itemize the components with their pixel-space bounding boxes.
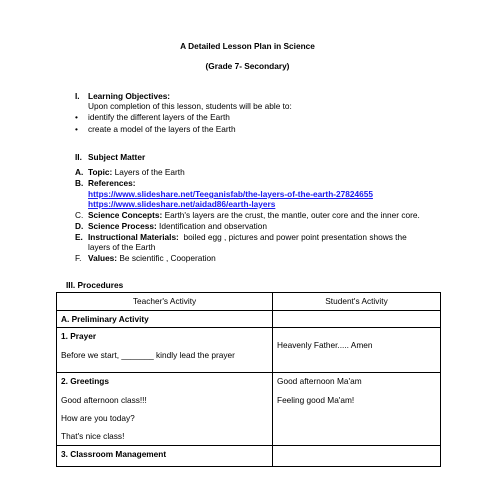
teacher-cell bbox=[57, 373, 273, 445]
student-activity-header: Student's Activity bbox=[273, 293, 441, 311]
teacher-cell bbox=[57, 311, 273, 328]
subject-matter-numeral: II. bbox=[75, 152, 82, 162]
procedures-heading: III. Procedures bbox=[66, 280, 124, 290]
document-subtitle: (Grade 7- Secondary) bbox=[205, 61, 290, 71]
objectives-heading: Learning Objectives: bbox=[88, 91, 171, 101]
student-cell bbox=[273, 373, 441, 445]
process-row bbox=[88, 221, 267, 231]
student-cell bbox=[273, 311, 441, 328]
student-cell bbox=[273, 328, 441, 373]
preliminary-activity-label: A. Preliminary Activity bbox=[61, 314, 149, 324]
materials-label: Instructional Materials: bbox=[88, 232, 179, 242]
reference-link[interactable]: https://www.slideshare.net/aidad86/earth-layers bbox=[88, 199, 276, 209]
greetings-teacher-line: How are you today? bbox=[61, 413, 135, 424]
greetings-student-line: Feeling good Ma'am! bbox=[277, 394, 355, 405]
prayer-teacher-text: Before we start, _______ kindly lead the prayer bbox=[61, 349, 235, 360]
table-row bbox=[57, 445, 441, 466]
table-header-row bbox=[57, 293, 441, 311]
teacher-cell bbox=[57, 445, 273, 466]
values-row bbox=[88, 253, 216, 263]
concepts-key: C. bbox=[75, 210, 84, 220]
process-key: D. bbox=[75, 221, 84, 231]
values-label: Values: bbox=[88, 253, 118, 263]
objectives-numeral: I. bbox=[75, 91, 80, 101]
references-key: B. bbox=[75, 178, 84, 188]
topic-row bbox=[88, 167, 185, 177]
greetings-teacher-line: That's nice class! bbox=[61, 431, 125, 442]
reference-link[interactable]: https://www.slideshare.net/Teeganisfab/the-layers-of-the-earth-27824655 bbox=[88, 189, 373, 199]
table-row bbox=[57, 328, 441, 373]
bullet-icon: • bbox=[75, 112, 78, 122]
process-label: Science Process: bbox=[88, 221, 157, 231]
references-label: References: bbox=[88, 178, 136, 188]
procedures-table bbox=[56, 292, 441, 467]
greetings-teacher-line: Good afternoon class!!! bbox=[61, 394, 147, 405]
materials-value-continued: layers of the Earth bbox=[88, 242, 156, 252]
topic-label: Topic: bbox=[88, 167, 113, 177]
values-key: F. bbox=[75, 253, 82, 263]
values-value: Be scientific , Cooperation bbox=[119, 253, 216, 263]
document-title: A Detailed Lesson Plan in Science bbox=[180, 41, 315, 51]
table-row bbox=[57, 373, 441, 445]
materials-row bbox=[88, 232, 407, 242]
table-row bbox=[57, 311, 441, 328]
prayer-label: 1. Prayer bbox=[61, 331, 97, 342]
topic-key: A. bbox=[75, 167, 84, 177]
greetings-student-line: Good afternoon Ma'am bbox=[277, 376, 362, 387]
teacher-cell bbox=[57, 328, 273, 373]
materials-key: E. bbox=[75, 232, 83, 242]
topic-value: Layers of the Earth bbox=[114, 167, 185, 177]
concepts-label: Science Concepts: bbox=[88, 210, 163, 220]
concepts-row bbox=[88, 210, 420, 220]
process-value: Identification and observation bbox=[159, 221, 267, 231]
concepts-value: Earth's layers are the crust, the mantle, outer core and the inner core. bbox=[164, 210, 420, 220]
objectives-intro: Upon completion of this lesson, students will be able to: bbox=[88, 101, 292, 111]
greetings-label: 2. Greetings bbox=[61, 376, 109, 387]
objective-item: create a model of the layers of the Earth bbox=[88, 124, 236, 134]
student-cell bbox=[273, 445, 441, 466]
materials-value: boiled egg , pictures and power point presentation shows the bbox=[183, 232, 407, 242]
objective-item: identify the different layers of the Earth bbox=[88, 112, 230, 122]
prayer-student-text: Heavenly Father..... Amen bbox=[277, 340, 373, 351]
classroom-management-label: 3. Classroom Management bbox=[61, 448, 167, 459]
bullet-icon: • bbox=[75, 124, 78, 134]
teacher-activity-header: Teacher's Activity bbox=[57, 293, 273, 311]
subject-matter-heading: Subject Matter bbox=[88, 152, 146, 162]
